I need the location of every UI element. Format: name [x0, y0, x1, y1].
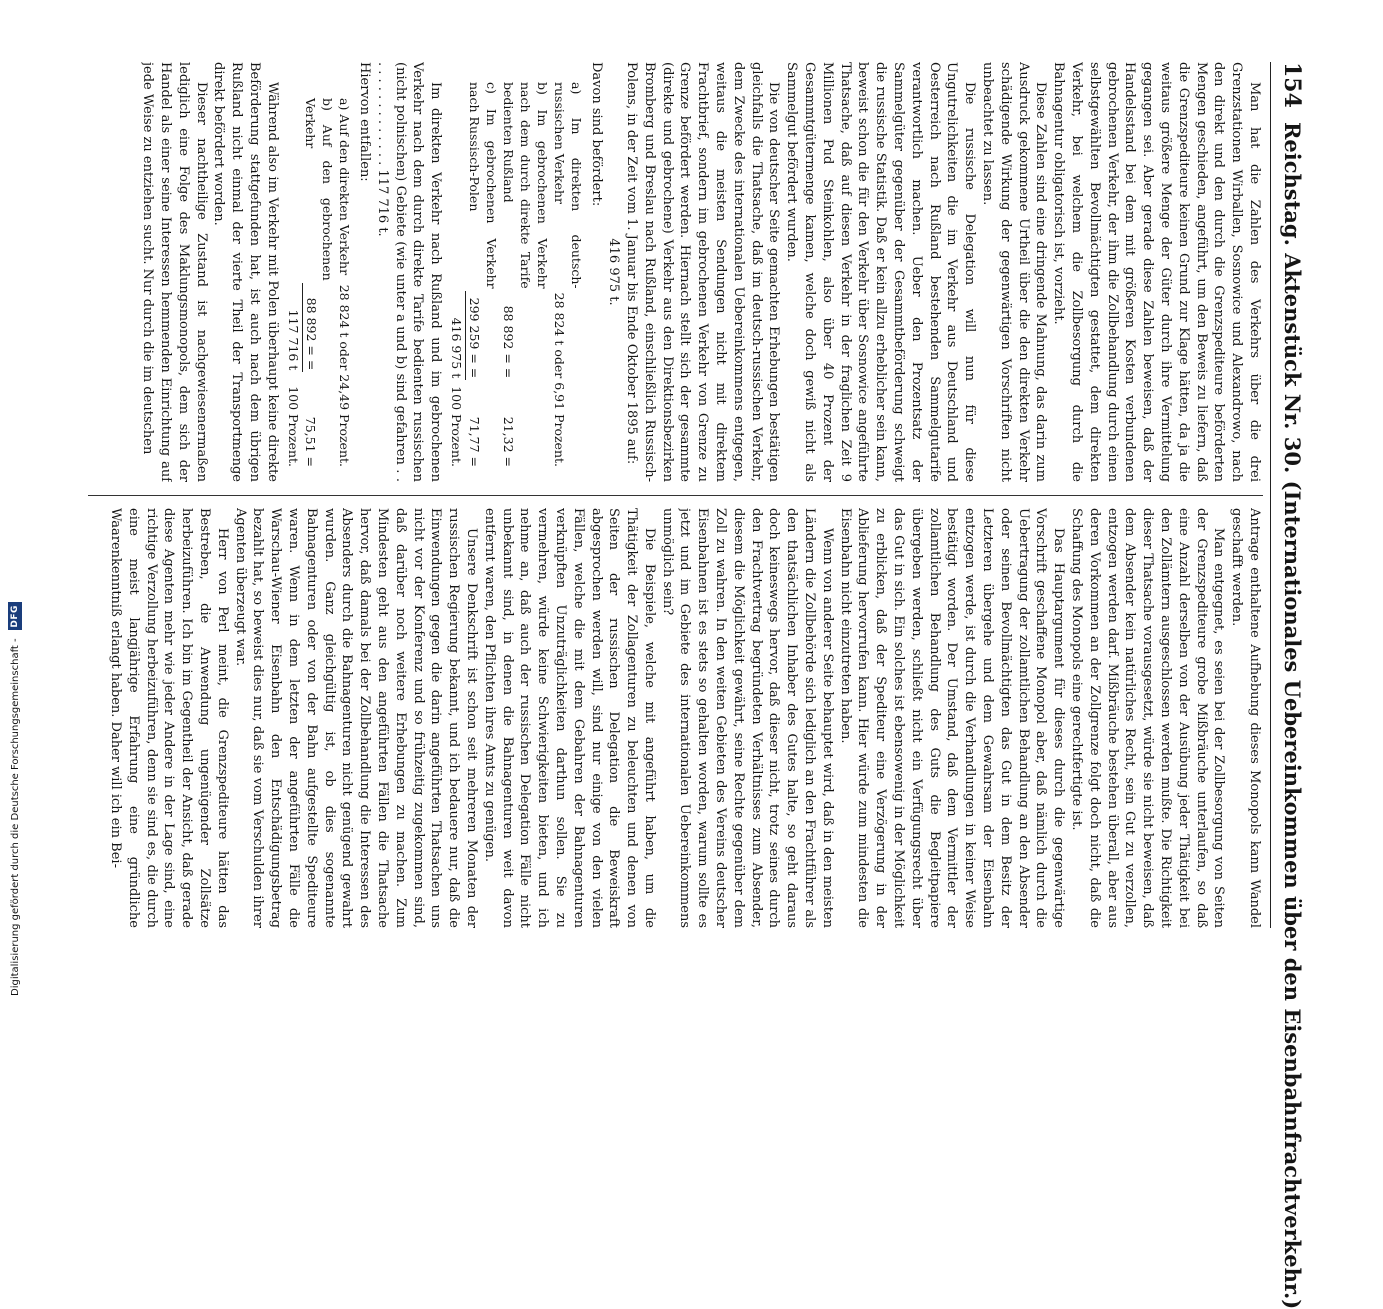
- column-divider: [88, 495, 1263, 496]
- breakdown-intro: Davon sind befördert:: [588, 62, 604, 207]
- row-spacer: [285, 74, 303, 283]
- running-title: Reichstag. Aktenstück Nr. 30. (Internationales Uebereinkommen über den Eisenbahnfrachtverkehr.): [1280, 121, 1305, 1309]
- paragraph: Man hat die Zahlen des Verkehrs über die drei Grenzstationen Wirballen, Sosnowice und Alexandrowo, nach den direkt und den durch die Grenzspediteure beförderten Mengen geschieden, angeführt, um den Beweis zu liefern, daß die Grenzspediteure keinen Grund zur Klage hätten, da ja die weitaus größere Menge der Güter durch ihre Vermittelung gegangen sei. Aber gerade diese Zahlen beweisen, daß der Handelsstand bei dem mit größeren Kosten verbundenen gebrochenen Verkehr, der ihm die Zollbehandlung durch einen selbstgewählten Bevollmächtigten gestattet, dem direkten Verkehr, bei welchem die Zollbesorgung durch die Bahnagentur obligatorisch ist, vorzieht.: [1051, 62, 1262, 482]
- row-percent: 71,77 =: [466, 416, 482, 467]
- document-page: [83, 62, 1323, 1309]
- paragraph: Unsere Denkschrift ist schon seit mehreren Monaten der russischen Regierung bekannt, und ich bedauere nur, daß die Einwendungen gegen die darin angeführten Thatsachen uns nicht vor der Konferenz und so frühzeitig zugekommen sind, daß darüber noch weitere Erhebungen zu machen. Zum Mindesten geht aus den angeführten Fällen die Thatsache hervor, daß damals bei der Zollbehandlung die Interessen des Absenders durch die Bahnagenturen nicht genügend gewahrt wurden. Ganz gleichgültig ist, ob dies sogenannte Bahnagenturen oder von der Bahn aufgestellte Spediteure waren. Wenn in dem letzten der angeführten Fälle die Warschau-Wiener Eisenbahn den Entschädigungsbetrag bezahlt hat, so beweist dies nur, daß sie vom Verschulden ihrer Agenten überzeugt war.: [232, 508, 479, 928]
- paragraph: Während also im Verkehr mit Polen überhaupt keine direkte Beförderung stattgefunden hat, ist auch nach dem übrigen Rußland nicht einmal der vierte Theil der Transportmenge direkt befördert worden.: [211, 62, 280, 482]
- row-amount: 88 892 = =: [303, 297, 319, 371]
- total-amount: 117 716 t: [285, 283, 303, 373]
- table-row: [336, 74, 353, 469]
- table-row: [500, 74, 551, 469]
- paragraph: Im direkten Verkehr nach Rußland und im gebrochenen Verkehr nach dem durch direkte Tarife bedienten russischen (nicht polnischen) Gebiete (wie unter a und b) sind gefahren . . . . . . . . . . . . . . . 117 716 t.: [374, 62, 444, 482]
- table-total-row: [448, 74, 466, 469]
- row-label: a) Im direkten deutsch-russischen Verkehr: [551, 82, 584, 289]
- total-amount: 416 975 t: [448, 291, 466, 381]
- paragraph: Herr von Perl meint, die Grenzspediteure hätten das Bestreben, die Anwendung ungenügender Zollsätze herbeizuführen. Ich bin im Gegentheil der Ansicht, daß gerade diese Agenten mehr wie jeder Andere in der Lage sind, eine richtige Verzollung herbeizuführen, denn sie sind es, die durch eine meist langjährige Erfahrung eine gründliche Waarenkenntniß erlangt haben. Daher will ich ein Bei-: [108, 508, 230, 928]
- right-column: [88, 508, 1263, 928]
- row-percent: 6,91 Prozent.: [551, 382, 567, 467]
- row-amount: 28 824 t oder: [551, 292, 567, 379]
- row-amount: 88 892 = =: [500, 305, 516, 379]
- paragraph: Die Beispiele, welche mit angeführt haben, um die Thätigkeit der Zollagenturen zu beleuchten und denen von Seiten der russischen Delegation die Beweiskraft abgesprochen werden will, sind nur einige von den vielen Fällen, welche die mit dem Gebahren der Bahnagenturen verknüpften Unzuträglichkeiten darthun sollen. Sie zu vermehren, würde keine Schwierigkeiten bieten, und ich nehme an, daß auch der russischen Delegation Fälle nicht unbekannt sind, in denen die Bahnagenturen weit davon entfernt waren, den Pflichten ihres Amts zu genügen.: [481, 508, 657, 928]
- paragraph: Die russische Delegation will nun für diese Ungutrelichkeiten die im Verkehr aus Deutschland und Oesterreich nach Rußland bestehenden Sammelgutarife verantwortlich machen. Ueber den Prozentsatz der Sammelgüter gegenüber der Gesammtbeförderung schweigt die russische Statistik. Daß er kein allzu erheblicher sein kann, beweist schon die für den Verkehr über Sosnowice angeführte Thatsache, daß auf diesen Verkehr in der fraglichen Zeit 9 Millionen Pud Steinkohlen, also über 40 Prozent der Gesammtgütermenge kamen, welche doch gewiß nicht als Sammelgut befördert wurden.: [784, 62, 978, 482]
- page-header: [1275, 62, 1305, 1309]
- paragraph: Das Hauptargument für dieses durch die gegenwärtige Vorschrift geschaffene Monopol aber, daß nämlich durch die Uebertragung der zollamtlichen Behandlung an den Absender oder seinen Bevollmächtigten das Gut in dem Besitz der Letzteren übergehe und dem Gewahrsam der Eisenbahn entzogen werde, ist durch die Verhandlungen in keiner Weise bestätigt worden. Der Umstand, daß dem Vermittler der zollamtlichen Behandlung des Guts die Begleitpapiere übergeben werden, schließt nicht ein Verfügungsrecht über das Gut in sich. Ein solches ist ebensowenig in der Möglichkeit zu erblicken, daß der Spediteur eine Verzögerung in der Ablieferung hervorrufen kann. Hier würde zum mindesten die Eisenbahn nicht einzutreten haben.: [837, 508, 1067, 928]
- row-amount: 299 259 = =: [467, 297, 483, 379]
- table-row: [551, 74, 585, 469]
- row-label: c) Im gebrochenen Verkehr nach Russisch-Polen: [466, 82, 499, 289]
- total-tonnage: 416 975 t.: [606, 238, 622, 306]
- paragraph: Antrage enthaltene Aufhebung dieses Monopols kann Wandel geschafft werden.: [1229, 508, 1262, 928]
- row-percent: 21,32 =: [500, 416, 516, 467]
- row-label: b) Auf den gebrochenen Verkehr: [303, 98, 336, 281]
- row-label: b) Im gebrochenen Verkehr nach dem durch direkte Tarife bedienten Rußland: [500, 82, 550, 289]
- row-amount: 28 824 t oder: [337, 284, 353, 371]
- row-spacer: [448, 74, 466, 291]
- row-percent: 24,49 Prozent.: [337, 374, 353, 467]
- credit-text: Digitalisierung gefördert durch die Deutsche Forschungsgemeinschaft -: [9, 638, 21, 996]
- tonnage-table-2: [285, 74, 354, 469]
- row-label: a) Auf den direkten Verkehr: [337, 98, 353, 276]
- paragraph: Wenn von anderer Seite behauptet wird, daß in den meisten Ländern die Zollbehörde sich lediglich an den Frachtführer als den thatsächlichen Inhaber des Gutes halte, so geht daraus doch keineswegs hervor, daß dieser nicht, trotz seines durch den Frachtvertrag begründeten Verhältnisses zum Absender, diesem die Möglichkeit gewährt, seine Rechte gegenüber dem Zoll zu wahren. In den weiten Gebieten des Vereins deutscher Eisenbahnen ist es stets so gehalten worden, warum sollte es jetzt und im Gebiete des internationalen Uebereinkommens unmöglich sein?: [659, 508, 835, 928]
- total-percent: 100 Prozent.: [449, 386, 465, 467]
- row-percent: 75,51 =: [303, 416, 319, 467]
- total-percent: 100 Prozent.: [285, 386, 301, 467]
- page-number: 154: [1279, 62, 1305, 108]
- table-total-row: [285, 74, 303, 469]
- dfg-logo: DFG: [8, 602, 22, 630]
- tonnage-table-1: [448, 74, 585, 469]
- table-row: [466, 74, 500, 469]
- paragraph: Diese Zahlen sind eine dringende Mahnung, das darin zum Ausdruck gekommene Urtheil über die den direkten Verkehr schädigende Wirkung der gegenwärtigen Vorschriften nicht unbeachtet zu lassen.: [980, 62, 1049, 482]
- paragraph: Man entgegnet, es seien bei der Zollbesorgung von Seiten der Grenzspediteure grobe Mißbräuche unterlaufen, so daß eine Anzahl derselben von der Ausübung jeder Thätigkeit bei den Zollämtern ausgeschlossen werden mußte. Die Richtigkeit dieser Thatsache vorausgesetzt, würde sie nicht beweisen, daß dem Absender kein natürliches Recht, sein Gut zu verzollen, entzogen werden darf. Mißbräuche bestehen überall, aber aus deren Vorkommen an der Zollgrenze folgt doch nicht, daß die Schaffung des Monopols eine gerechtfertigte ist.: [1069, 508, 1227, 928]
- header-rule: [1270, 62, 1271, 928]
- digitization-credit: [0, 0, 30, 1000]
- table-row: [302, 74, 336, 469]
- breakdown-intro: Hiervon entfallen:: [357, 62, 373, 182]
- credit-strip: [0, 0, 30, 1000]
- paragraph: Die von deutscher Seite gemachten Erhebungen bestätigen gleichfalls die Thatsache, daß im deutsch-russischen Verkehr, dem Zwecke des internationalen Uebereinkommens entgegen, weitaus die meisten Sendungen nicht mit direktem Frachtbrief, sondern im gebrochenen Verkehr von Grenze zu Grenze befördert werden. Hiernach stellt sich der gesammte (direkte und gebrochene) Verkehr aus den Direktionsbezirken Bromberg und Breslau nach Rußland, einschließlich Russisch-Polens, in der Zeit vom 1. Januar bis Ende Oktober 1895 auf:: [624, 62, 782, 482]
- paragraph: Dieser nachtheilige Zustand ist nachgewiesenermaßen lediglich eine Folge des Maklungsmonopols, dem sich der Handel als einer seine Interessen hemmenden Einrichtung auf jede Weise zu entziehen sucht. Nur durch die im deutschen: [140, 62, 209, 482]
- left-column: [88, 62, 1263, 482]
